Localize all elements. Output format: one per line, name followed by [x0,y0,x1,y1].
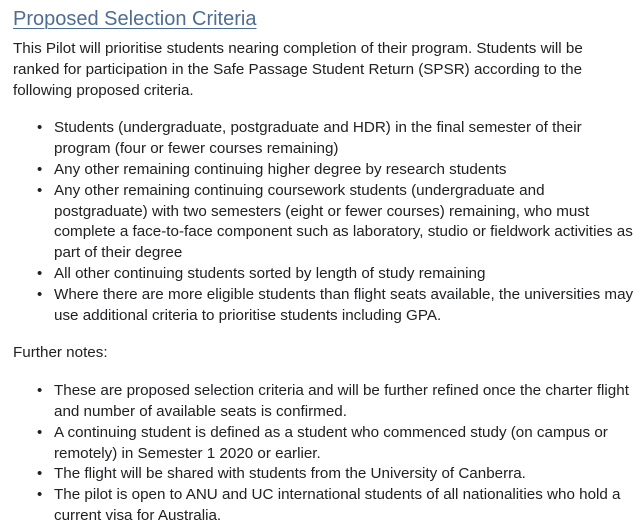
list-item [37,464,640,485]
list-item-text: Any other remaining continuing higher degree by research students [54,160,507,178]
list-item [37,181,640,264]
list-item-text: A continuing student is defined as a student who commenced study (on campus or remotely) in Semester 1 2020 or earlier. [54,423,608,462]
bullet-icon: • [37,423,43,441]
further-notes-label: Further notes: [13,344,108,362]
criteria-list [13,118,640,326]
bullet-icon: • [37,465,43,483]
list-item-text: The pilot is open to ANU and UC international students of all nationalities who hold a current visa for Australia. [54,486,621,523]
bullet-icon: • [37,285,43,303]
list-item-text: The flight will be shared with students from the University of Canberra. [54,465,526,483]
bullet-icon: • [37,160,43,178]
list-item-text: All other continuing students sorted by length of study remaining [54,264,486,282]
intro-paragraph: This Pilot will prioritise students nearing completion of their program. Students will be ranked for participation in the Safe Passage Student Return (SPSR) according to the following proposed criteria. [13,40,583,99]
list-item [37,485,640,523]
list-item [37,118,640,160]
list-item-text: Students (undergraduate, postgraduate and HDR) in the final semester of their program (four or fewer courses remaining) [54,119,582,158]
bullet-icon: • [37,119,43,137]
bullet-icon: • [37,382,43,400]
list-item [37,160,640,181]
notes-list [13,381,640,523]
bullet-icon: • [37,264,43,282]
list-item-text: These are proposed selection criteria and will be further refined once the charter flight and number of available seats is confirmed. [54,382,629,420]
list-item [37,423,640,465]
list-item [37,285,640,327]
bullet-icon: • [37,486,43,504]
bullet-icon: • [37,181,43,199]
list-item-text: Where there are more eligible students than flight seats available, the universities may use additional criteria to prioritise students including GPA. [54,285,634,324]
section-heading-link[interactable]: Proposed Selection Criteria [13,8,257,30]
list-item [37,381,640,423]
list-item-text: Any other remaining continuing coursework students (undergraduate and postgraduate) with two semesters (eight or fewer courses) remaining, who must complete a face-to-face component such as laboratory, studio or fieldwork activities as part of their degree [54,181,633,262]
list-item [37,264,640,285]
